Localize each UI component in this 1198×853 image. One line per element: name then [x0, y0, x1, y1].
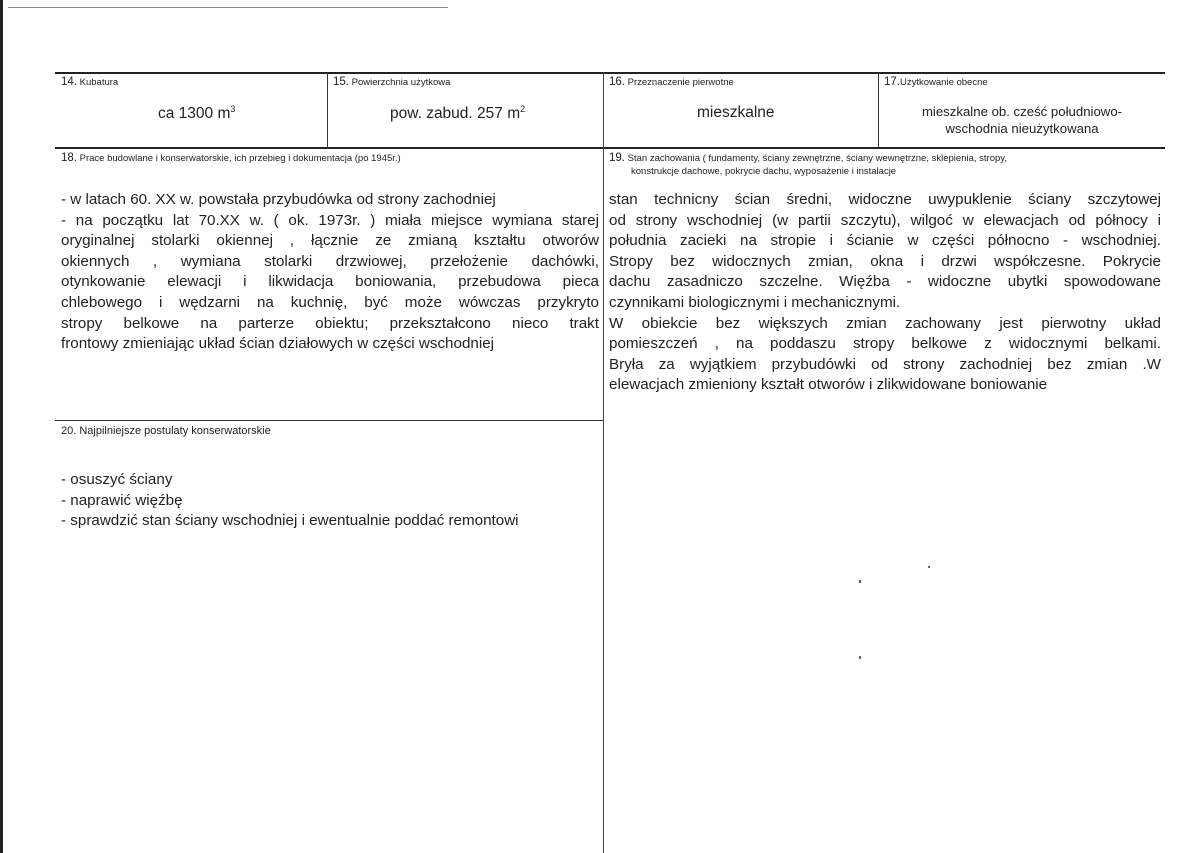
- field-19-line: czynnikami biologicznymi i mechanicznymi.: [609, 293, 901, 311]
- field-19-line: pomieszczeń , na poddaszu stropy belkowe z widocznymi belkami.: [609, 335, 1161, 353]
- field-17-number: 17.: [884, 76, 900, 88]
- field-14-title: Kubatura: [79, 77, 119, 88]
- field-18-line: otynkowanie elewacji i likwidacja boniowania, przebudowa pieca: [61, 273, 599, 291]
- area-unit-exponent: 2: [520, 104, 526, 114]
- col-divider-1: [327, 72, 328, 148]
- field-18-line: okiennych , wymiana stolarki drzwiowej, przełożenie dachówki,: [61, 252, 599, 270]
- field-17-label: [884, 76, 988, 88]
- top-rule: [8, 7, 448, 8]
- field-18-line: frontowy zmieniając układ ścian działowych w części wschodniej: [61, 335, 495, 353]
- field-20-number: 20.: [61, 425, 77, 437]
- scan-speck: [859, 580, 861, 583]
- field-18-line: - na początku lat 70.XX w. ( ok. 1973r. ) miała miejsce wymiana starej: [61, 211, 599, 229]
- row2-bottom-border: [55, 420, 603, 421]
- field-18-number: 18.: [61, 152, 77, 164]
- col-divider-3: [878, 72, 879, 148]
- field-17-title: Użytkowanie obecne: [900, 77, 988, 88]
- field-18-label: [61, 152, 401, 164]
- field-14-label: [61, 76, 118, 88]
- field-15-label: [333, 76, 450, 88]
- field-18-title: Prace budowlane i konserwatorskie, ich przebieg i dokumentacja (po 1945r.): [79, 153, 401, 164]
- field-19-line: elewacjach zmieniony kształt otworów i zlikwidowane boniowanie: [609, 376, 1048, 394]
- field-20-line: - sprawdzić stan ściany wschodniej i ewentualnie poddać remontowi: [61, 512, 519, 530]
- field-19-line: W obiekcie bez większych zmian zachowany jest pierwotny układ: [609, 314, 1161, 332]
- field-16-value: mieszkalne: [697, 104, 775, 121]
- field-14-number: 14.: [61, 76, 77, 88]
- table-top-border: [55, 72, 1165, 74]
- field-20-line: - osuszyć ściany: [61, 471, 173, 488]
- field-15-number: 15.: [333, 76, 349, 88]
- field-16-number: 16.: [609, 76, 625, 88]
- scan-speck: [859, 656, 861, 659]
- field-15-value: [390, 104, 525, 123]
- field-17-value-line2: wschodnia nieużytkowana: [945, 121, 1099, 136]
- field-19-line: Bryła za wyjątkiem przybudówki od strony zachodniej bez zmian .W: [609, 355, 1161, 373]
- field-18-line: - w latach 60. XX w. powstała przybudówka od strony zachodniej: [61, 191, 496, 208]
- field-17-value-line1: mieszkalne ob. cześć południowo-: [921, 104, 1123, 119]
- scan-edge: [0, 0, 3, 853]
- field-19-line: stan technicny ścian średni, widoczne uwypuklenie ściany szczytowej: [609, 191, 1161, 208]
- field-19-label: [609, 152, 1007, 164]
- field-19-line: południa zacieki na stropie i ścianie w części północno - wschodniej.: [609, 232, 1161, 250]
- field-19-line: Stropy bez widocznych zmian, okna i drzwi współczesne. Pokrycie: [609, 252, 1161, 270]
- volume-value: ca 1300 m: [158, 105, 231, 123]
- field-18-line: oryginalnej stolarki okiennej , łącznie ze zmianą kształtu otworów: [61, 232, 599, 250]
- field-19-body: [609, 190, 1161, 396]
- field-18-line: stropy belkowe na parterze obiektu; przekształcono nieco trakt: [61, 314, 599, 332]
- field-19-number: 19.: [609, 152, 625, 164]
- field-19-line: od strony wschodniej (w partii szczytu), wilgoć w elewacjach od północy i: [609, 211, 1161, 229]
- field-17-value: [882, 103, 1162, 137]
- row1-bottom-border: [55, 147, 1165, 149]
- field-20-label: [61, 425, 271, 437]
- field-20-title: Najpilniejsze postulaty konserwatorskie: [79, 425, 271, 437]
- field-16-title: Przeznaczenie pierwotne: [627, 77, 734, 88]
- field-20-body: [61, 470, 599, 532]
- field-18-line: chlebowego i wędzarni na kuchnię, być może wówczas przykryto: [61, 293, 599, 311]
- scan-speck: [928, 566, 930, 568]
- field-19-line: dachu zasadniczo szczelne. Więźba - widoczne ubytki spowodowane: [609, 273, 1161, 291]
- col-divider-2: [603, 72, 604, 853]
- area-value: pow. zabud. 257 m: [390, 105, 521, 123]
- field-15-title: Powierzchnia użytkowa: [351, 77, 451, 88]
- field-16-label: [609, 76, 734, 88]
- volume-unit-exponent: 3: [230, 104, 236, 114]
- field-19-label-line2: konstrukcje dachowe, pokrycie dachu, wyposażenie i instalacje: [631, 166, 897, 177]
- field-19-title-line1: Stan zachowania ( fundamenty, ściany zewnętrzne, ściany wewnętrzne, sklepienia, stropy,: [627, 153, 1007, 164]
- field-18-body: [61, 190, 599, 355]
- field-14-value: [158, 104, 235, 123]
- field-20-line: - naprawić więźbę: [61, 491, 183, 509]
